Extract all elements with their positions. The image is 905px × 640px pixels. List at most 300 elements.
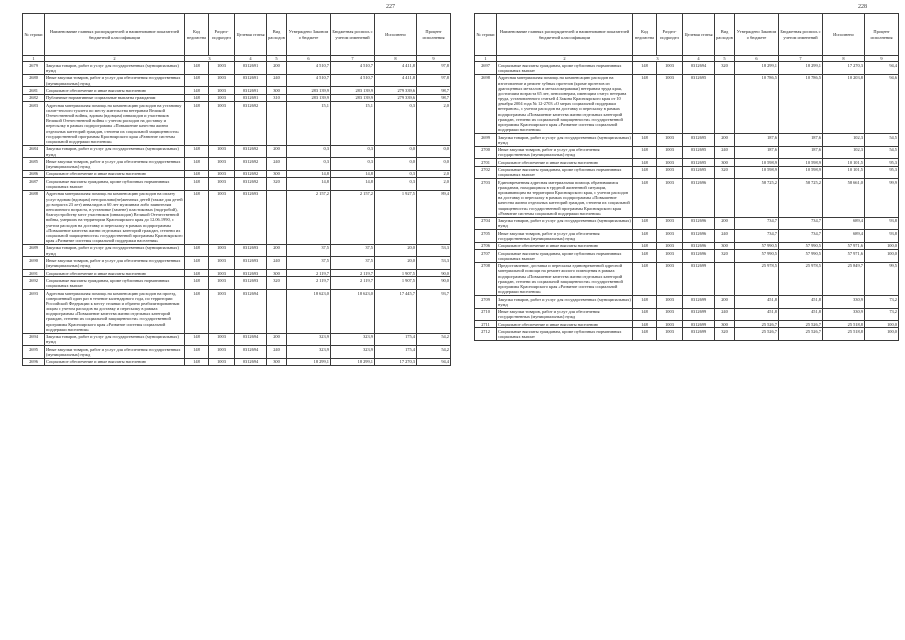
section-code: 1003 [657,166,683,179]
row-name: Социальное обеспечение и иные выплаты населению [45,358,185,365]
row-number: 2696 [23,358,45,365]
execution-percent: 73,2 [865,295,899,308]
executed-amount: 17 270,3 [823,62,865,75]
expense-type-code: 200 [267,62,287,75]
expense-type-code: 240 [267,74,287,87]
execution-percent: 0,0 [417,158,451,171]
approved-amount: 10 598,9 [735,166,779,179]
execution-percent: 94,4 [865,62,899,75]
expense-type-code [267,102,287,146]
expense-type-code: 300 [267,170,287,177]
section-code: 1003 [209,257,235,270]
table-row [475,217,899,230]
target-code: 0312692 [235,102,267,146]
col-header-row-number: № строки [475,14,497,56]
section-code: 1003 [657,134,683,147]
row-name: Социальное обеспечение и иные выплаты населению [45,87,185,94]
row-name: Иные закупки товаров, работ и услуг для обеспечения государственных (муниципальных) нужд [497,308,633,321]
target-code: 0312692 [235,178,267,191]
budget-list-amount: 2 157,2 [331,190,375,244]
budget-list-amount: 14,8 [331,170,375,177]
budget-list-amount: 18 299,1 [779,62,823,75]
col-header-section: Раздел-подраздел [657,14,683,56]
row-number: 2680 [23,74,45,87]
column-number: 5 [715,56,735,62]
column-number: 9 [865,56,899,62]
col-header-expense-type: Вид расходов [715,14,735,56]
column-number: 4 [235,56,267,62]
col-header-percent: Процент исполнения [865,14,899,56]
row-name: Иные закупки товаров, работ и услуг для обеспечения государственных (муниципальных) нужд [45,158,185,171]
target-code: 0312696 [683,230,715,243]
column-number: 2 [497,56,633,62]
section-code: 1003 [209,277,235,290]
row-number: 2694 [23,333,45,346]
execution-percent: 97,8 [417,74,451,87]
expense-type-code: 240 [715,308,735,321]
budget-list-amount: 14,8 [331,178,375,191]
column-number: 8 [823,56,865,62]
executed-amount: 175,4 [375,346,417,359]
execution-percent: 98,7 [417,94,451,101]
table-row [23,102,451,146]
executed-amount: 1 907,5 [375,277,417,290]
approved-amount: 4 510,7 [287,62,331,75]
section-code: 1003 [209,289,235,333]
row-number: 2693 [23,289,45,333]
table-row [23,74,451,87]
row-name: Публичные нормативные социальные выплаты гражданам [45,94,185,101]
row-name: Иные закупки товаров, работ и услуг для обеспечения государственных (муниципальных) нужд [497,146,633,159]
table-row [23,244,451,257]
expense-type-code: 200 [267,333,287,346]
execution-percent: 100,0 [865,250,899,263]
row-number: 2700 [475,146,497,159]
dept-code: 148 [185,170,209,177]
section-code: 1003 [657,308,683,321]
row-name: Социальные выплаты гражданам, кроме публичных нормативных социальных выплат [497,166,633,179]
execution-percent: 94,6 [865,74,899,133]
expense-type-code: 200 [715,134,735,147]
dept-code: 148 [185,158,209,171]
table-row [23,270,451,277]
section-code: 1003 [209,170,235,177]
row-number: 2685 [23,158,45,171]
table-row [23,190,451,244]
table-header-row [23,14,451,56]
section-code: 1003 [209,178,235,191]
approved-amount: 451,8 [735,295,779,308]
budget-list-amount: 283 139,9 [331,87,375,94]
column-number: 5 [267,56,287,62]
dept-code: 148 [185,358,209,365]
executed-amount: 330,9 [823,308,865,321]
executed-amount: 25 518,8 [823,321,865,328]
execution-percent: 2,0 [417,170,451,177]
approved-amount: 25 978,5 [735,262,779,295]
budget-list-amount: 25 526,7 [779,321,823,328]
row-name: Социальные выплаты гражданам, кроме публичных нормативных социальных выплат [45,178,185,191]
column-number: 7 [331,56,375,62]
target-code: 0312699 [683,295,715,308]
budget-list-amount: 18 299,1 [331,358,375,365]
execution-percent: 53,3 [417,244,451,257]
row-name: Единовременная адресная материальная помощь обратившимся гражданам, находящимся в трудной жизненной ситуации, проживающим на территории Красноярского края, с учетом расходов на доставку и пересылку в рамках подпрограммы «Повышение качества жизни отдельных категорий граждан, степени их социальной защищенности» государственной программы Красноярского края «Развитие системы социальной поддержки населения» [497,179,633,218]
column-number: 3 [633,56,683,62]
expense-type-code [267,190,287,244]
dept-code: 148 [633,74,657,133]
section-code: 1003 [209,145,235,158]
table-row [475,230,899,243]
table-row [23,158,451,171]
section-code: 1003 [657,146,683,159]
section-code: 1003 [657,62,683,75]
approved-amount: 0,3 [287,158,331,171]
column-number: 7 [779,56,823,62]
col-header-dept: Код ведомства [633,14,657,56]
row-name: Адресная материальная помощь на компенсацию расходов на проезд, совершенный один раз в течение календарного года, по территории Российской Федерации к месту стоянки и обратно реабилитированным лицам с учетом расходов на доставку и пересылку в рамках подпрограммы «Повышение качества жизни отдельных категорий граждан, степени их социальной защищенности» государственной программы Красноярского края «Развитие системы социальной поддержки населения» [45,289,185,333]
execution-percent: 54,5 [865,146,899,159]
approved-amount: 283 139,9 [287,94,331,101]
table-row [475,250,899,263]
target-code: 0312692 [235,158,267,171]
column-number: 4 [683,56,715,62]
budget-list-amount: 58 725,2 [779,179,823,218]
row-number: 2691 [23,270,45,277]
execution-percent: 93,7 [417,289,451,333]
execution-percent: 2,0 [417,178,451,191]
table-row [23,170,451,177]
section-code: 1003 [657,230,683,243]
row-number: 2687 [23,178,45,191]
row-number: 2695 [23,346,45,359]
target-code: 0312694 [235,289,267,333]
expense-type-code: 240 [267,257,287,270]
budget-table [22,13,451,366]
target-code: 0312692 [235,170,267,177]
section-code: 1003 [209,244,235,257]
execution-percent: 100,0 [865,328,899,341]
dept-code: 148 [185,277,209,290]
col-header-target: Целевая статья [683,14,715,56]
executed-amount: 10 203,8 [823,74,865,133]
col-header-executed: Исполнено [375,14,417,56]
row-number: 2698 [475,74,497,133]
table-row [475,166,899,179]
row-number: 2705 [475,230,497,243]
table-row [475,134,899,147]
section-code: 1003 [657,295,683,308]
target-code: 0312695 [683,74,715,133]
approved-amount: 18 299,1 [735,62,779,75]
table-row [23,87,451,94]
target-code: 0312693 [235,270,267,277]
approved-amount: 25 526,7 [735,328,779,341]
table-row [475,295,899,308]
executed-amount: 175,4 [375,333,417,346]
dept-code: 148 [185,62,209,75]
table-row [475,159,899,166]
row-name: Адресная материальная помощь на компенсацию расходов на установку сплит-теплого туалета по месту жительства ветеранам Великой Отечественной войны, вдовам (вдовцам) инвалидов и участников Великой Отечественной войны с учетом расходов на доставку и пересылку в рамках подпрограммы «Повышение качества жизни отдельных категорий граждан, степени их социальной защищенности» государственной программы Красноярского края «Развитие системы социальной поддержки населения» [45,102,185,146]
row-name: Закупка товаров, работ и услуг для государственных (муниципальных) нужд [498,218,631,229]
dept-code: 148 [633,250,657,263]
row-number: 2702 [475,166,497,179]
dept-code: 148 [185,244,209,257]
budget-list-amount: 451,8 [779,308,823,321]
section-code: 1003 [657,179,683,218]
target-code: 0312694 [235,333,267,346]
budget-list-amount: 57 990,5 [779,242,823,249]
col-header-row-number: № строки [23,14,45,56]
budget-list-amount: 10 598,9 [779,166,823,179]
target-code: 0312695 [683,166,715,179]
budget-list-amount: 57 990,5 [779,250,823,263]
table-row [23,145,451,158]
target-code: 0312694 [235,358,267,365]
approved-amount: 14,8 [287,170,331,177]
column-number: 1 [23,56,45,62]
row-name: Социальные выплаты гражданам, кроме публичных нормативных социальных выплат [497,328,633,341]
row-name: Иные закупки товаров, работ и услуг для обеспечения государственных (муниципальных) нужд [45,257,185,270]
dept-code: 148 [633,295,657,308]
section-code: 1003 [209,87,235,94]
executed-amount: 4 411,8 [375,62,417,75]
expense-type-code: 300 [267,270,287,277]
target-code: 0312696 [683,217,715,230]
budget-list-amount: 25 978,5 [779,262,823,295]
row-name: Социальные выплаты гражданам, кроме публичных нормативных социальных выплат [497,62,633,75]
expense-type-code: 240 [267,346,287,359]
col-header-name: Наименование главных распорядителей и наименование показателей бюджетной классификации [497,14,633,56]
dept-code: 148 [185,74,209,87]
target-code: 0312693 [235,277,267,290]
col-header-budget-list: Бюджетная роспись с учетом изменений [331,14,375,56]
expense-type-code: 300 [715,242,735,249]
row-number: 2688 [23,190,45,244]
execution-percent: 89,4 [417,190,451,244]
executed-amount: 689,4 [823,230,865,243]
dept-code: 148 [185,87,209,94]
target-code: 0312691 [235,94,267,101]
table-row [475,74,899,133]
dept-code: 148 [185,178,209,191]
row-name: Иные закупки товаров, работ и услуг для обеспечения государственных (муниципальных) нужд [497,230,633,243]
table-row [23,257,451,270]
row-number: 2701 [475,159,497,166]
table-row [23,94,451,101]
target-code: 0312692 [235,145,267,158]
row-number: 2681 [23,87,45,94]
section-code: 1003 [657,74,683,133]
approved-amount: 25 526,7 [735,321,779,328]
approved-amount: 187,6 [735,134,779,147]
budget-list-amount: 187,6 [779,146,823,159]
expense-type-code: 320 [267,178,287,191]
row-number: 2704 [475,217,497,230]
dept-code: 148 [633,308,657,321]
row-name: Социальное обеспечение и иные выплаты населению [45,270,185,277]
section-code: 1003 [657,321,683,328]
dept-code: 148 [633,62,657,75]
budget-list-amount: 37,5 [331,257,375,270]
execution-percent: 90,0 [417,270,451,277]
dept-code: 148 [185,94,209,101]
table-row [23,333,451,346]
approved-amount: 323,9 [287,333,331,346]
row-number: 2684 [23,145,45,158]
row-name: Закупка товаров, работ и услуг для государственных (муниципальных) нужд [45,333,185,346]
dept-code: 148 [185,145,209,158]
dept-code: 148 [633,242,657,249]
dept-code: 148 [633,321,657,328]
expense-type-code: 200 [267,145,287,158]
table-row [475,262,899,295]
executed-amount: 57 971,6 [823,242,865,249]
executed-amount: 102,3 [823,134,865,147]
section-code: 1003 [657,250,683,263]
col-header-expense-type: Вид расходов [267,14,287,56]
execution-percent: 54,2 [417,346,451,359]
executed-amount: 102,3 [823,146,865,159]
section-code: 1003 [209,333,235,346]
target-code: 0312693 [235,190,267,244]
budget-list-amount: 734,7 [779,217,823,230]
expense-type-code: 200 [267,244,287,257]
col-header-approved: Утверждено Законом о бюджете [735,14,779,56]
row-number: 2689 [23,244,45,257]
table-row [23,277,451,290]
target-code: 0312694 [235,346,267,359]
expense-type-code: 320 [715,250,735,263]
execution-percent: 54,5 [865,134,899,147]
row-name: Социальное обеспечение и иные выплаты населению [497,321,633,328]
page-number: 228 [858,4,867,10]
expense-type-code: 300 [715,321,735,328]
row-name: Закупка товаров, работ и услуг для государственных (муниципальных) нужд [45,244,185,257]
execution-percent: 99,5 [865,262,899,295]
budget-list-amount: 25 526,7 [779,328,823,341]
row-number: 2711 [475,321,497,328]
target-code: 0312694 [683,62,715,75]
execution-percent: 94,4 [417,358,451,365]
column-number: 3 [185,56,235,62]
budget-list-amount: 2 119,7 [331,277,375,290]
execution-percent: 54,2 [417,333,451,346]
approved-amount: 2 119,7 [287,270,331,277]
approved-amount: 58 725,2 [735,179,779,218]
row-name: Закупка товаров, работ и услуг для государственных (муниципальных) нужд [45,145,185,158]
row-number: 2707 [475,250,497,263]
row-name: Социальное обеспечение и иные выплаты населению [45,170,185,177]
approved-amount: 57 990,5 [735,242,779,249]
executed-amount: 17 445,7 [375,289,417,333]
execution-percent: 90,0 [417,277,451,290]
expense-type-code: 240 [267,158,287,171]
executed-amount: 10 101,5 [823,159,865,166]
executed-amount: 0,0 [375,158,417,171]
budget-list-amount: 323,9 [331,333,375,346]
table-row [23,358,451,365]
budget-list-amount: 0,3 [331,145,375,158]
section-code: 1003 [209,74,235,87]
budget-list-amount: 734,7 [779,230,823,243]
expense-type-code: 320 [715,328,735,341]
section-code: 1003 [209,62,235,75]
section-code: 1003 [209,94,235,101]
row-number: 2683 [23,102,45,146]
approved-amount: 18 299,1 [287,358,331,365]
target-code: 0312699 [683,308,715,321]
row-name: Закупка товаров, работ и услуг для государственных (муниципальных) нужд [45,62,185,75]
table-row [475,179,899,218]
execution-percent: 95,3 [865,166,899,179]
col-header-budget-list: Бюджетная роспись с учетом изменений [779,14,823,56]
approved-amount: 734,7 [735,217,779,230]
column-number: 6 [735,56,779,62]
execution-percent: 100,0 [865,242,899,249]
approved-amount: 14,8 [287,178,331,191]
dept-code: 148 [185,270,209,277]
executed-amount: 10 101,5 [823,166,865,179]
approved-amount: 37,5 [287,257,331,270]
target-code: 0312695 [683,146,715,159]
budget-list-amount: 10 786,5 [779,74,823,133]
approved-amount: 2 157,2 [287,190,331,244]
budget-list-amount: 451,8 [779,295,823,308]
section-code: 1003 [209,358,235,365]
row-number: 2710 [475,308,497,321]
target-code: 0312699 [683,321,715,328]
section-code: 1003 [209,346,235,359]
approved-amount: 4 510,7 [287,74,331,87]
approved-amount: 18 623,0 [287,289,331,333]
approved-amount: 10 786,5 [735,74,779,133]
dept-code: 148 [633,328,657,341]
section-code: 1003 [657,217,683,230]
executed-amount: 25 518,8 [823,328,865,341]
row-number: 2686 [23,170,45,177]
expense-type-code [715,179,735,218]
executed-amount: 0,3 [375,178,417,191]
executed-amount: 0,0 [375,145,417,158]
budget-list-amount: 283 139,9 [331,94,375,101]
dept-code: 148 [185,257,209,270]
table-row [475,308,899,321]
expense-type-code: 300 [267,87,287,94]
row-number: 2703 [475,179,497,218]
budget-list-amount: 4 510,7 [331,62,375,75]
col-header-approved: Утверждено Законом о бюджете [287,14,331,56]
budget-list-amount: 4 510,7 [331,74,375,87]
table-row [23,62,451,75]
dept-code: 148 [185,289,209,333]
left-page [22,0,454,640]
approved-amount: 283 139,9 [287,87,331,94]
target-code: 0312693 [235,244,267,257]
approved-amount: 15,1 [287,102,331,146]
table-row [23,289,451,333]
budget-list-amount: 187,6 [779,134,823,147]
budget-list-amount: 10 598,9 [779,159,823,166]
executed-amount: 279 339,6 [375,94,417,101]
row-number: 2706 [475,242,497,249]
target-code: 0312696 [683,179,715,218]
dept-code: 148 [633,262,657,295]
executed-amount: 58 661,0 [823,179,865,218]
expense-type-code [715,262,735,295]
row-name: Иные закупки товаров, работ и услуг для обеспечения государственных (муниципальных) нужд [45,346,185,359]
dept-code: 148 [633,146,657,159]
